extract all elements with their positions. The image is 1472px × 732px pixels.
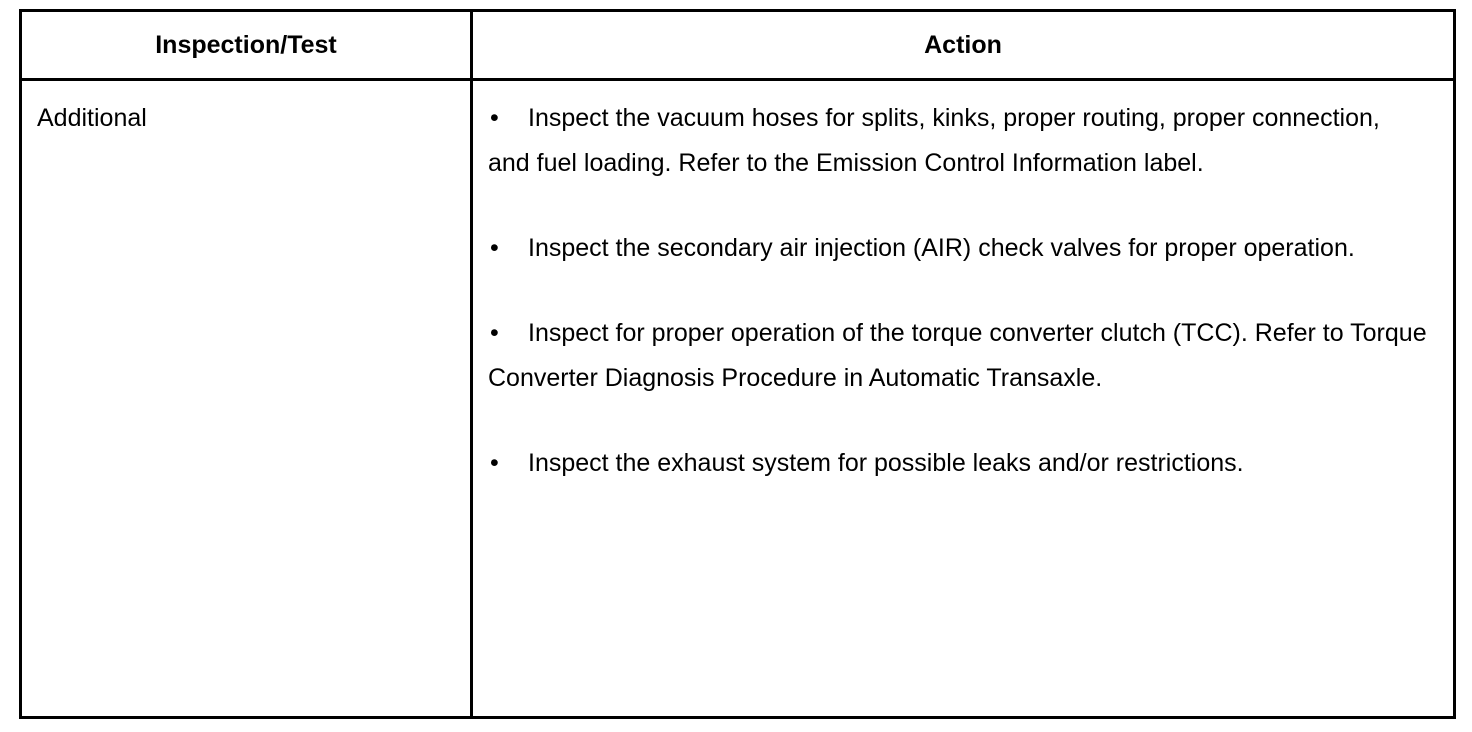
action-text: Inspect the vacuum hoses for splits, kinks, proper routing, proper connection, and fuel loading. Refer to the Emission Control Information label.	[488, 104, 1380, 177]
action-cell	[488, 96, 1428, 526]
action-item-air-check-valves	[488, 226, 1428, 271]
bullet: •	[490, 449, 499, 477]
inspection-cell: Additional	[37, 104, 147, 132]
action-item-tcc	[488, 311, 1428, 401]
header-action: Action	[924, 30, 1002, 59]
bullet: •	[490, 104, 499, 132]
action-item-vacuum-hoses	[488, 96, 1428, 186]
column-divider	[470, 12, 473, 716]
header-inspection-test: Inspection/Test	[155, 30, 337, 59]
action-text: Inspect for proper operation of the torque converter clutch (TCC). Refer to Torque Converter Diagnosis Procedure in Automatic Transaxle.	[488, 319, 1427, 392]
action-item-exhaust	[488, 441, 1428, 486]
bullet: •	[490, 319, 499, 347]
action-text: Inspect the secondary air injection (AIR) check valves for proper operation.	[528, 234, 1355, 262]
bullet: •	[490, 234, 499, 262]
header-divider	[22, 78, 1453, 81]
inspection-table	[19, 9, 1456, 719]
action-text: Inspect the exhaust system for possible leaks and/or restrictions.	[528, 449, 1244, 477]
